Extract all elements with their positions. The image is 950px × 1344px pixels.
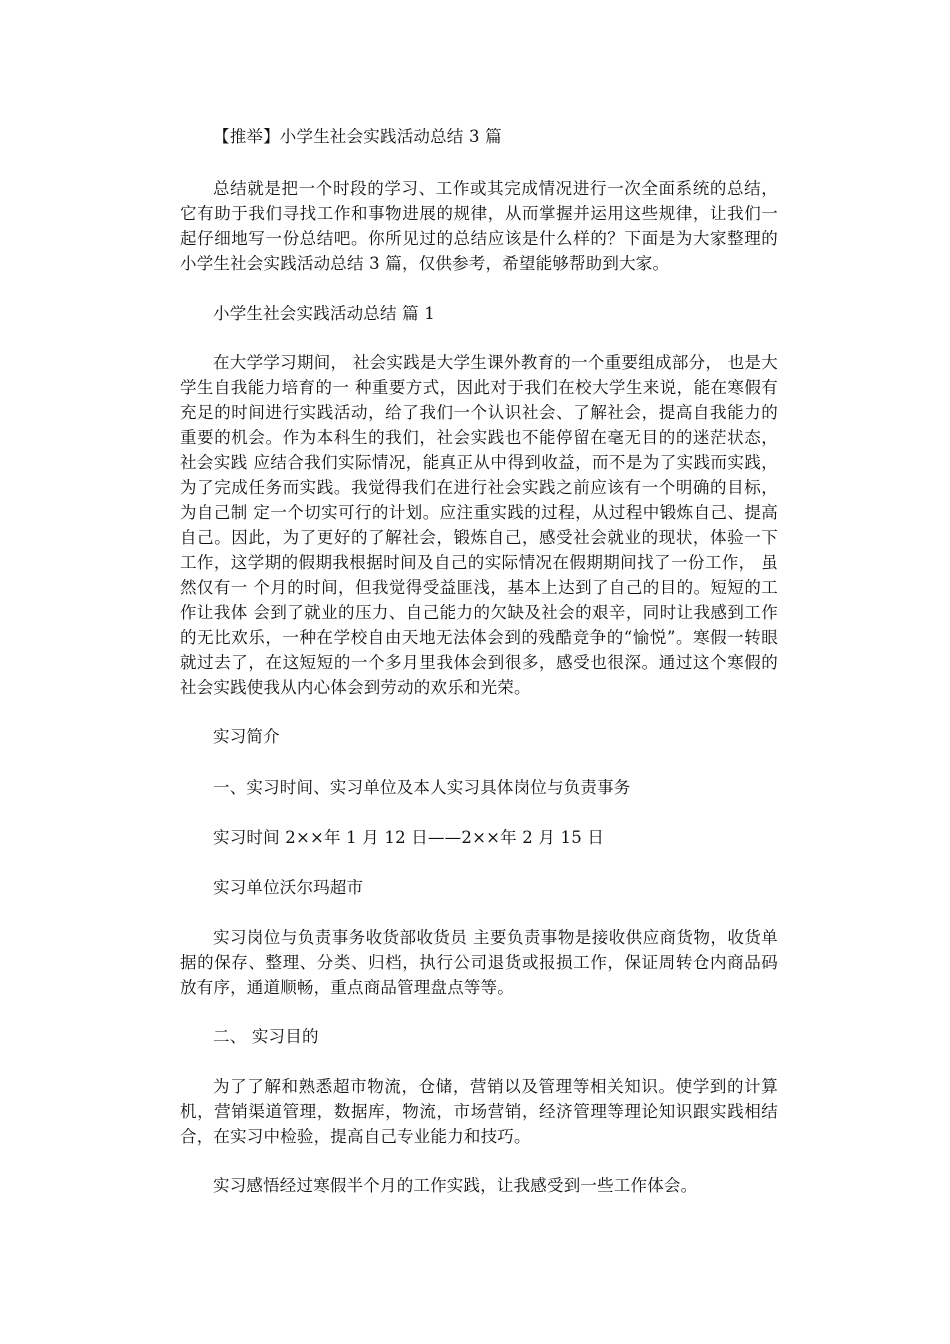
document-title: 【推举】小学生社会实践活动总结 3 篇 — [213, 127, 502, 146]
item-2-heading: 二、 实习目的 — [213, 1027, 319, 1046]
section-1-body: 在大学学习期间， 社会实践是大学生课外教育的一个重要组成部分， 也是大学生自我能力培育的一 种重要方式，因此对于我们在校大学生来说，能在寒假有充足的时间进行实践活动，给了我们一个认识社会、了解社会，提高自我能力的重要的机会。作为本科生的我们，社会实践也不能停留在毫无目的的迷茫状态，社会实践 应结合我们实际情况，能真正从中得到收益，而不是为了实践而实践，为了完成任务而实践。我觉得我们在进行社会实践之前应该有一个明确的目标，为自己制 定一个切实可行的计划。应注重实践的过程，从过程中锻炼自己、提高自己。因此，为了更好的了解社会，锻炼自己，感受社会就业的现状，体验一下工作，这学期的假期我根据时间及自己的实际情况在假期期间找了一份工作， 虽然仅有一 个月的时间，但我觉得受益匪浅，基本上达到了自己的目的。短短的工作让我体 会到了就业的压力、自己能力的欠缺及社会的艰辛，同时让我感到工作的无比欢乐，一种在学校自由天地无法体会到的残酷竞争的“愉悦”。寒假一转眼就过去了，在这短短的一个多月里我体会到很多，感受也很深。通过这个寒假的社会实践使我从内心体会到劳动的欢乐和光荣。 — [180, 353, 778, 697]
internship-time: 实习时间 2××年 1 月 12 日——2××年 2 月 15 日 — [213, 828, 605, 847]
reflection-paragraph: 实习感悟经过寒假半个月的工作实践，让我感受到一些工作体会。 — [213, 1176, 698, 1195]
purpose-paragraph: 为了了解和熟悉超市物流，仓储，营销以及管理等相关知识。使学到的计算机，营销渠道管理，数据库，物流，市场营销，经济管理等理论知识跟实践相结合，在实习中检验，提高自己专业能力和技巧。 — [180, 1077, 778, 1146]
item-1-heading: 一、实习时间、实习单位及本人实习具体岗位与负责事务 — [213, 778, 631, 797]
section-1-heading: 小学生社会实践活动总结 篇 1 — [213, 304, 435, 323]
internship-position: 实习岗位与负责事务收货部收货员 主要负责事物是接收供应商货物，收货单据的保存、整理、分类、归档，执行公司退货或报损工作，保证周转仓内商品码放有序，通道顺畅，重点商品管理盘点等等。 — [180, 928, 778, 997]
internship-intro-heading: 实习简介 — [213, 727, 280, 746]
intro-paragraph: 总结就是把一个时段的学习、工作或其完成情况进行一次全面系统的总结，它有助于我们寻找工作和事物进展的规律，从而掌握并运用这些规律，让我们一起仔细地写一份总结吧。你所见过的总结应该是什么样的？下面是为大家整理的小学生社会实践活动总结 3 篇，仅供参考，希望能够帮助到大家。 — [180, 179, 778, 273]
internship-unit: 实习单位沃尔玛超市 — [213, 878, 364, 897]
